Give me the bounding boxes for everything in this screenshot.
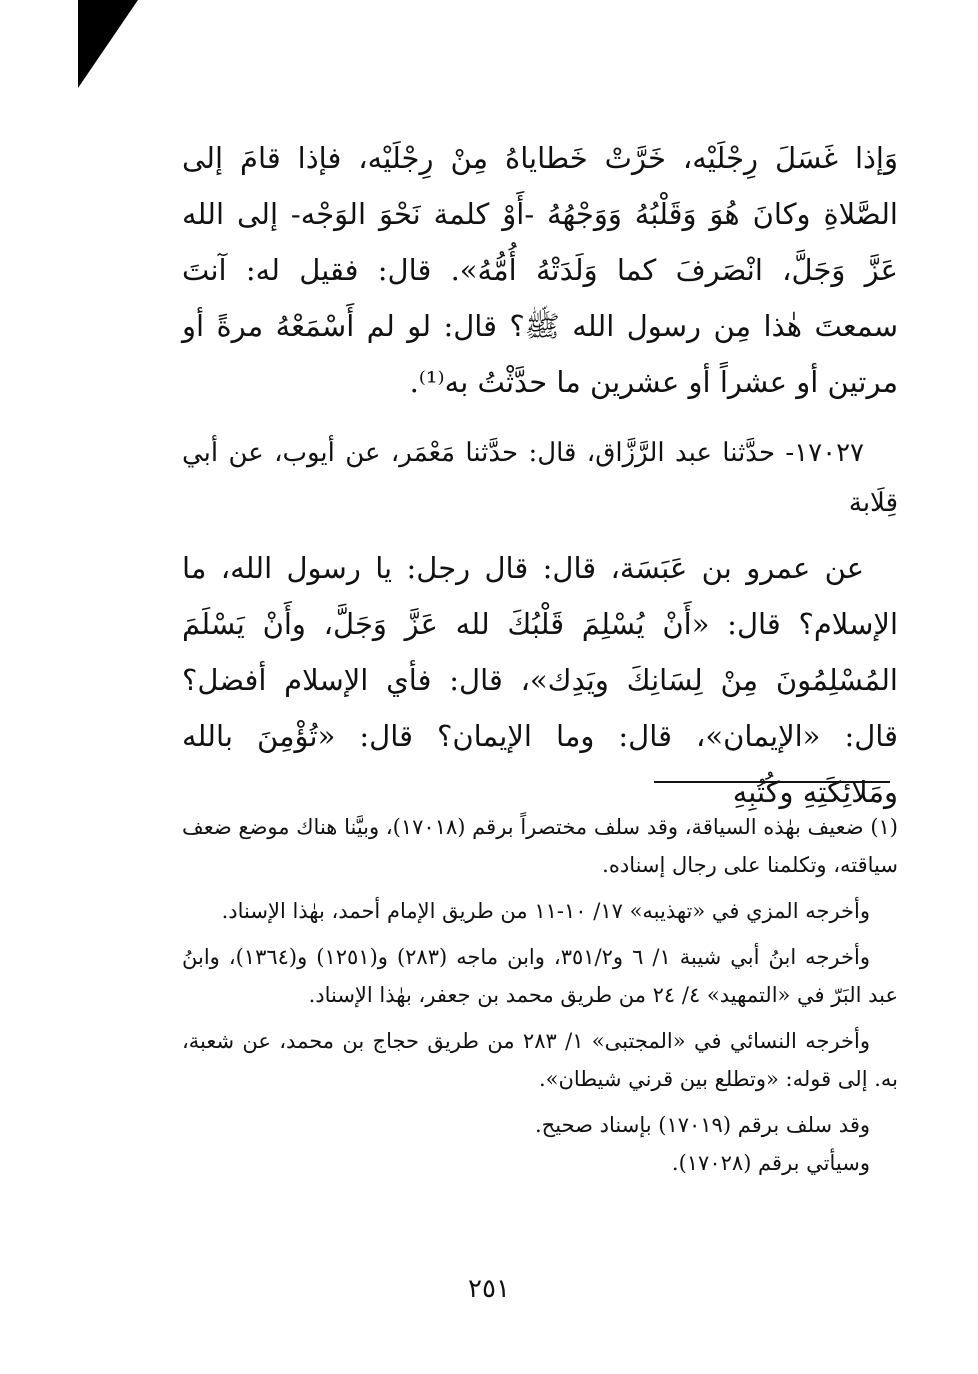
footnotes xyxy=(182,808,898,1182)
hadith-text-continued: وَإذا غَسَلَ رِجْلَيْه، خَرَّتْ خَطاياهُ مِنْ رِجْلَيْه، فإذا قامَ إلى الصَّلاةِ وكانَ هُوَ وَقَلْبُهُ وَوَجْهُهُ -أَوْ كلمة نَحْوَ الوَجْه- إلى الله عَزَّ وَجَلَّ، انْصَرفَ كما وَلَدَتْهُ أُمُّهُ». قال: فقيل له: آنتَ سمعتَ هٰذا مِن رسول الله ﷺ؟ قال: لو لم أَسْمَعْهُ مرةً أو مرتين أو عشراً أو عشرين ما حدَّثْتُ به⁽¹⁾. xyxy=(182,141,898,399)
footnote-item: وأخرجه المزي في «تهذيبه» ١٧/ ١٠-١١ من طريق الإمام أحمد، بهٰذا الإسناد. xyxy=(221,899,870,923)
footnote-item: وأخرجه النسائي في «المجتبى» ١/ ٢٨٣ من طريق حجاج بن محمد، عن شعبة، به. إلى قوله: «وتطلع بين قرني شيطان». xyxy=(182,1029,898,1091)
footnote-item: (١) ضعيف بهٰذه السياقة، وقد سلف مختصراً برقم (١٧٠١٨)، وبيَّنا هناك موضع ضعف سياقته، وتكلمنا على رجال إسناده. xyxy=(182,815,898,877)
corner-scan-mark xyxy=(78,0,138,88)
main-text xyxy=(182,130,898,820)
footnote-item: وسيأتي برقم (١٧٠٢٨). xyxy=(671,1151,870,1175)
main-text-block xyxy=(182,130,898,820)
page-number: ٢٥١ xyxy=(468,1274,510,1304)
hadith-number: ١٧٠٢٧- xyxy=(785,438,864,468)
hadith-text: عن عمرو بن عَبَسَة، قال: قال رجل: يا رسول الله، ما الإسلام؟ قال: «أَنْ يُسْلِمَ قَلْبُكَ لله عَزَّ وَجَلَّ، وأَنْ يَسْلَمَ المُسْلِمُونَ مِنْ لِسَانِكَ ويَدِك»، قال: فأي الإسلام أفضل؟ قال: «الإيمان»، قال: وما الإيمان؟ قال: «تُؤْمِنَ بالله ومَلائِكَتِهِ وكُتُبِهِ xyxy=(182,551,898,809)
hadith-heading xyxy=(182,428,898,528)
footnote-divider xyxy=(654,781,890,783)
footnote-item: وأخرجه ابنُ أبي شيبة ١/ ٦ و٣٥١/٢، وابن ماجه (٢٨٣) و(١٢٥١) و(١٣٦٤)، وابنُ عبد البَرّ في «التمهيد» ٤/ ٢٤ من طريق محمد بن جعفر، بهٰذا الإسناد. xyxy=(182,945,898,1007)
hadith-chain: حدَّثنا عبد الرَّزَّاق، قال: حدَّثنا مَعْمَر، عن أيوب، عن أبي قِلَابة xyxy=(182,438,898,518)
footnote-item: وقد سلف برقم (١٧٠١٩) بإسناد صحيح. xyxy=(535,1113,870,1137)
